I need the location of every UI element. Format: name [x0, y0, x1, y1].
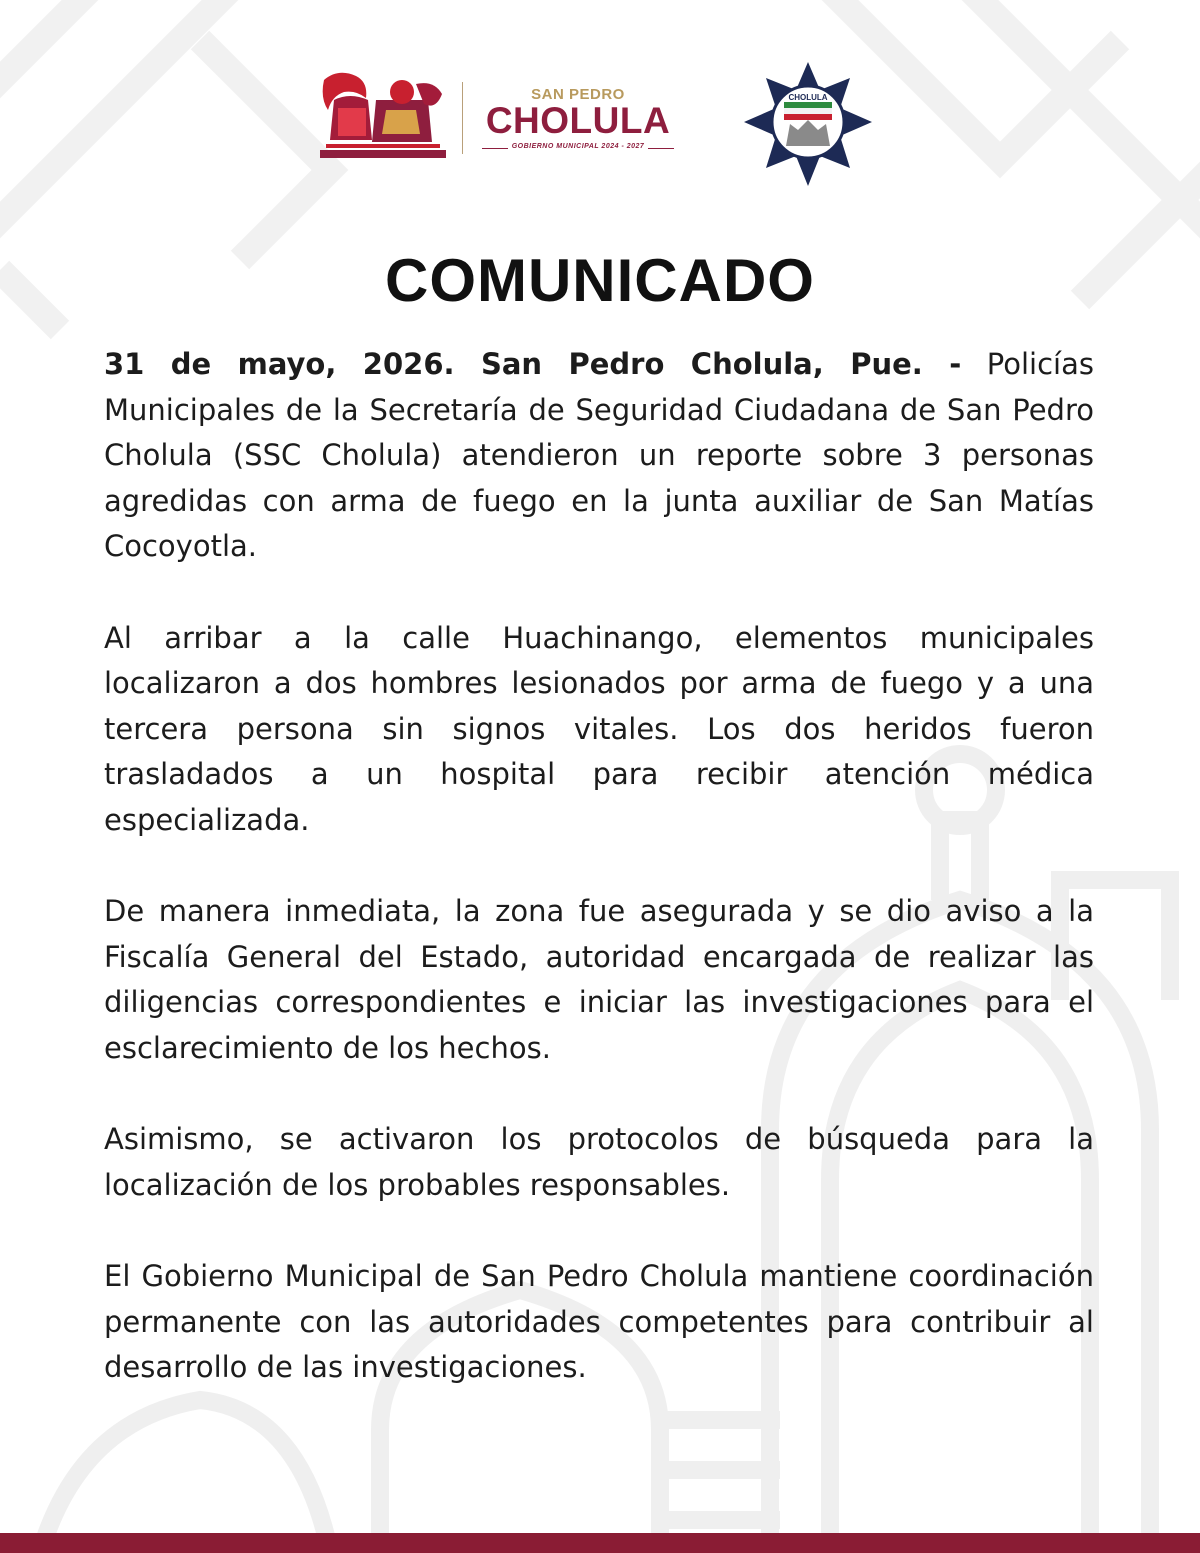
paragraph-2: Al arribar a la calle Huachinango, elementos municipales localizaron a dos hombres lesionados por arma de fuego y a una tercera persona sin signos vitales. Los dos heridos fueron trasladados a un hospital para recibir atención médica especializada.	[104, 620, 1094, 837]
logo-subtitle: SAN PEDRO	[531, 86, 625, 103]
cholula-wordmark	[478, 86, 678, 166]
paragraph-5: El Gobierno Municipal de San Pedro Cholula mantiene coordinación permanente con las autoridades competentes para contribuir al desarrollo de las investigaciones.	[104, 1259, 1094, 1384]
paragraph-1-text: Policías Municipales de la Secretaría de Seguridad Ciudadana de San Pedro Cholula (SSC Cholula) atendieron un reporte sobre 3 personas agredidas con arma de fuego en la junta auxiliar de San Matías Cocoyotla.	[104, 347, 1094, 563]
police-badge	[736, 60, 880, 190]
paragraph-4: Asimismo, se activaron los protocolos de búsqueda para la localización de los probables responsables.	[104, 1122, 1094, 1202]
page-title: COMUNICADO	[385, 247, 815, 314]
logo-tagline: GOBIERNO MUNICIPAL 2024 - 2027	[511, 143, 645, 150]
communique-body	[104, 342, 1094, 1437]
cholula-emblem-icon	[316, 70, 450, 166]
header-logos	[0, 60, 1200, 200]
footer-bar	[0, 1533, 1200, 1553]
paragraph-3: De manera inmediata, la zona fue asegurada y se dio aviso a la Fiscalía General del Estado, autoridad encargada de realizar las diligencias correspondientes e iniciar las investigaciones para el esclarecimiento de los hechos.	[104, 894, 1094, 1065]
logo-rule-right	[648, 148, 674, 149]
logo-divider	[462, 82, 463, 154]
logo-title: CHOLULA	[485, 100, 671, 141]
badge-label: CHOLULA	[788, 93, 828, 102]
police-star-icon	[736, 60, 880, 190]
dateline: 31 de mayo, 2026. San Pedro Cholula, Pue. -	[104, 347, 962, 381]
paragraph-1	[104, 342, 1094, 570]
